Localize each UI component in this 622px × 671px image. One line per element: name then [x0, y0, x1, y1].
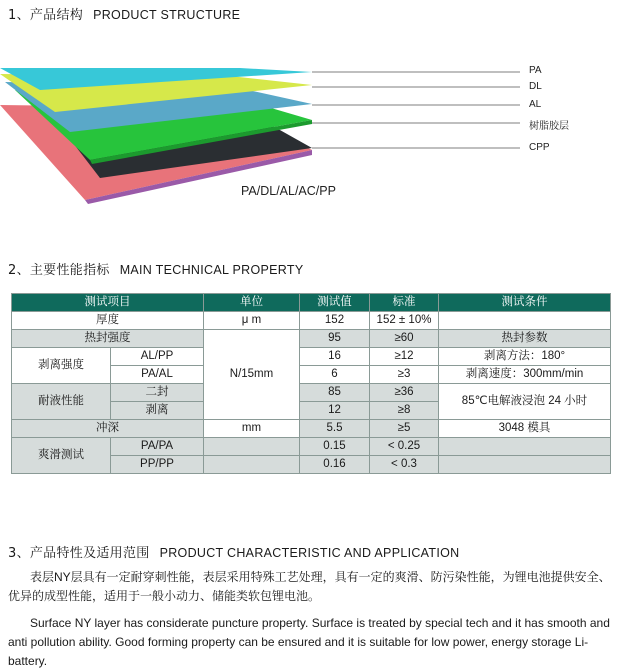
table-row — [12, 330, 611, 348]
cell-peel-cond-2: 剥离速度：300mm/min — [439, 366, 611, 384]
cell-slip-value-1: 0.15 — [300, 438, 370, 456]
cell-liquid-cond: 85℃电解液浸泡 24 小时 — [439, 384, 611, 420]
section-number: 2、 — [8, 263, 30, 278]
cell-deepdraw-std: ≥5 — [370, 420, 439, 438]
header-unit: 单位 — [204, 294, 300, 312]
cell-thickness-item: 厚度 — [12, 312, 204, 330]
cell-peel-sub-1: AL/PP — [111, 348, 204, 366]
diagram-caption: PA/DL/AL/AC/PP — [241, 184, 336, 198]
cell-heatseal-value: 95 — [300, 330, 370, 348]
table-row — [12, 438, 611, 456]
section-title-cn: 产品特性及适用范围 — [29, 546, 150, 561]
table-row — [12, 384, 611, 402]
table-row — [12, 348, 611, 366]
cell-slip-sub-1: PA/PA — [111, 438, 204, 456]
layer-label-pa: PA — [529, 65, 542, 76]
table-row — [12, 312, 611, 330]
cell-peel-unit: N/15mm — [204, 330, 300, 420]
cell-peel-value-2: 6 — [300, 366, 370, 384]
section-title-en: MAIN TECHNICAL PROPERTY — [119, 263, 304, 277]
section-number: 1、 — [8, 8, 30, 23]
cell-liquid-sub-2: 剥离 — [111, 402, 204, 420]
layer-label-dl: DL — [529, 81, 542, 92]
cell-thickness-std: 152 ± 10% — [370, 312, 439, 330]
section-title-cn: 主要性能指标 — [29, 263, 110, 278]
cell-slip-std-1: < 0.25 — [370, 438, 439, 456]
cell-slip-unit-1 — [204, 438, 300, 456]
technical-property-table — [11, 293, 611, 474]
layer-label-cpp: CPP — [529, 142, 550, 153]
cell-peel-cond-1: 剥离方法：180° — [439, 348, 611, 366]
cell-peel-item: 剥离强度 — [12, 348, 111, 384]
cell-slip-cond-2 — [439, 456, 611, 474]
cell-liquid-sub-1: 二封 — [111, 384, 204, 402]
cell-thickness-value: 152 — [300, 312, 370, 330]
section-number: 3、 — [8, 546, 30, 561]
cell-peel-std-1: ≥12 — [370, 348, 439, 366]
cell-liquid-std-1: ≥36 — [370, 384, 439, 402]
cell-deepdraw-value: 5.5 — [300, 420, 370, 438]
cell-slip-value-2: 0.16 — [300, 456, 370, 474]
cell-slip-item: 爽滑测试 — [12, 438, 111, 474]
cell-peel-value-1: 16 — [300, 348, 370, 366]
paragraph-cn: 表层NY层具有一定耐穿刺性能，表层采用特殊工艺处理，具有一定的爽滑、防污染性能，为锂电池提供安全、优异的成型性能，适用于一般小动力、储能类软包锂电池。 — [8, 570, 611, 603]
section-title-en: PRODUCT CHARACTERISTIC AND APPLICATION — [159, 546, 460, 560]
cell-liquid-item: 耐液性能 — [12, 384, 111, 420]
section-title-cn: 产品结构 — [29, 8, 84, 23]
cell-heatseal-std: ≥60 — [370, 330, 439, 348]
table-header-row — [12, 294, 611, 312]
cell-deepdraw-cond: 3048 模具 — [439, 420, 611, 438]
header-condition: 测试条件 — [439, 294, 611, 312]
header-test-item: 测试项目 — [12, 294, 204, 312]
table-row — [12, 420, 611, 438]
cell-slip-std-2: < 0.3 — [370, 456, 439, 474]
header-standard: 标准 — [370, 294, 439, 312]
cell-liquid-value-1: 85 — [300, 384, 370, 402]
cell-thickness-unit: μ m — [204, 312, 300, 330]
cell-peel-std-2: ≥3 — [370, 366, 439, 384]
cell-liquid-value-2: 12 — [300, 402, 370, 420]
section-heading-structure — [8, 4, 240, 23]
layer-label-resin: 树脂胶层 — [529, 121, 569, 132]
paragraph-en: Surface NY layer has considerate puncture property. Surface is treated by special tech and it has smooth and anti pollution ability. Good forming property can be ensured and it is suitable for low power, energy storage Li-battery. — [8, 616, 610, 668]
section-heading-application — [8, 542, 459, 561]
cell-deepdraw-unit: mm — [204, 420, 300, 438]
layer-label-al: AL — [529, 99, 542, 110]
section-title-en: PRODUCT STRUCTURE — [93, 8, 241, 22]
cell-slip-sub-2: PP/PP — [111, 456, 204, 474]
cell-heatseal-item: 热封强度 — [12, 330, 204, 348]
cell-slip-unit-2 — [204, 456, 300, 474]
cell-peel-sub-2: PA/AL — [111, 366, 204, 384]
header-value: 测试值 — [300, 294, 370, 312]
cell-slip-cond-1 — [439, 438, 611, 456]
section-heading-property — [8, 259, 303, 278]
cell-thickness-cond — [439, 312, 611, 330]
cell-liquid-std-2: ≥8 — [370, 402, 439, 420]
cell-heatseal-cond: 热封参数 — [439, 330, 611, 348]
cell-deepdraw-item: 冲深 — [12, 420, 204, 438]
